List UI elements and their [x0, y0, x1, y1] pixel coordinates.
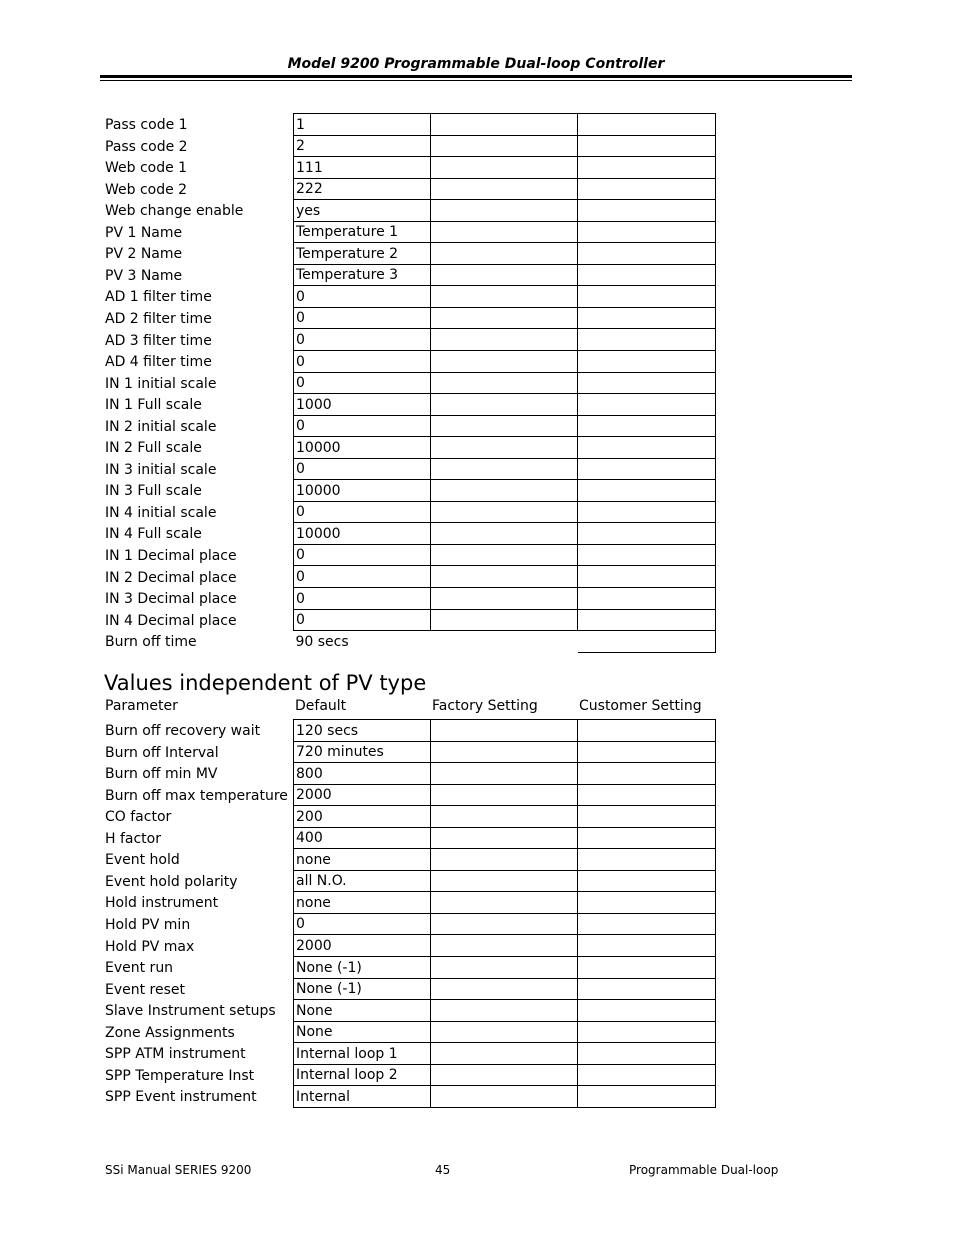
customer-setting-cell — [578, 913, 716, 935]
factory-setting-cell — [431, 200, 578, 222]
table-row — [102, 849, 716, 871]
column-header-default: Default — [295, 698, 347, 714]
default-value: 0 — [294, 307, 431, 329]
parameter-label: AD 4 filter time — [105, 354, 212, 371]
factory-setting-cell — [431, 609, 578, 631]
factory-setting-cell — [431, 1064, 578, 1086]
customer-setting-cell — [578, 1064, 716, 1086]
factory-setting-cell — [431, 114, 578, 136]
table-row — [102, 307, 716, 329]
factory-setting-cell — [431, 523, 578, 545]
table-row — [102, 178, 716, 200]
parameter-label: IN 2 Full scale — [105, 440, 202, 457]
parameter-label: Event reset — [105, 981, 186, 998]
parameter-label: IN 1 initial scale — [105, 375, 217, 392]
factory-setting-cell — [431, 243, 578, 265]
table-row — [102, 415, 716, 437]
parameter-label: Event run — [105, 960, 174, 977]
factory-setting-cell — [431, 1000, 578, 1022]
default-value: 2000 — [294, 784, 431, 806]
customer-setting-cell — [578, 329, 716, 351]
parameter-label: Web change enable — [105, 203, 244, 220]
footer-left: SSi Manual SERIES 9200 — [105, 1163, 252, 1177]
table-row — [102, 741, 716, 763]
default-value: None — [294, 1000, 431, 1022]
customer-setting-cell — [578, 544, 716, 566]
table-row — [102, 264, 716, 286]
factory-setting-cell — [431, 372, 578, 394]
customer-setting-cell — [578, 286, 716, 308]
parameter-label: Zone Assignments — [105, 1024, 235, 1041]
customer-setting-cell — [578, 892, 716, 914]
parameter-label: Burn off time — [105, 634, 197, 651]
factory-setting-cell — [431, 957, 578, 979]
parameter-label: H factor — [105, 830, 161, 847]
table-row — [102, 1064, 716, 1086]
default-value: None — [294, 1021, 431, 1043]
parameter-label: IN 4 Decimal place — [105, 612, 237, 629]
customer-setting-cell — [578, 415, 716, 437]
factory-setting-cell — [431, 1021, 578, 1043]
parameter-label: PV 2 Name — [105, 246, 183, 263]
default-value: 0 — [294, 609, 431, 631]
default-value: 2000 — [294, 935, 431, 957]
parameter-label: SPP ATM instrument — [105, 1046, 246, 1063]
default-value: 400 — [294, 827, 431, 849]
customer-setting-cell — [578, 849, 716, 871]
customer-setting-cell — [578, 394, 716, 416]
factory-setting-cell — [431, 784, 578, 806]
parameter-label: IN 1 Decimal place — [105, 547, 237, 564]
parameter-label: IN 1 Full scale — [105, 397, 202, 414]
table-row — [102, 827, 716, 849]
table-row — [102, 135, 716, 157]
table-row — [102, 372, 716, 394]
table-row — [102, 157, 716, 179]
customer-setting-cell — [578, 480, 716, 502]
customer-setting-cell — [578, 609, 716, 631]
default-value: 0 — [294, 588, 431, 610]
factory-setting-cell — [431, 157, 578, 179]
footer-right: Programmable Dual-loop — [629, 1163, 779, 1177]
customer-setting-cell — [578, 1086, 716, 1108]
default-value: 120 secs — [294, 720, 431, 742]
default-value: 0 — [294, 458, 431, 480]
default-value: 0 — [294, 913, 431, 935]
parameter-label: SPP Temperature Inst — [105, 1067, 255, 1084]
factory-setting-cell — [431, 741, 578, 763]
factory-setting-cell — [431, 221, 578, 243]
factory-setting-cell — [431, 849, 578, 871]
section-title: Values independent of PV type — [104, 671, 427, 695]
default-value: 0 — [294, 566, 431, 588]
parameter-label: Event hold polarity — [105, 873, 238, 890]
default-value: None (-1) — [294, 978, 431, 1000]
parameter-label: Event hold — [105, 852, 180, 869]
customer-setting-cell — [578, 114, 716, 136]
table-row — [102, 806, 716, 828]
factory-setting-cell — [431, 870, 578, 892]
parameter-label: PV 3 Name — [105, 267, 183, 284]
table-row — [102, 480, 716, 502]
customer-setting-cell — [578, 351, 716, 373]
parameter-label: Burn off min MV — [105, 766, 218, 783]
parameter-label: Slave Instrument setups — [105, 1003, 276, 1020]
table-row — [102, 1021, 716, 1043]
header-rule-thin — [100, 80, 852, 81]
parameter-label: Pass code 1 — [105, 117, 188, 134]
factory-setting-cell — [431, 437, 578, 459]
customer-setting-cell — [578, 264, 716, 286]
customer-setting-cell — [578, 243, 716, 265]
default-value: Internal loop 1 — [294, 1043, 431, 1065]
customer-setting-cell — [578, 157, 716, 179]
customer-setting-cell — [578, 221, 716, 243]
factory-setting-cell — [431, 501, 578, 523]
header-rule-thick — [100, 75, 852, 78]
parameter-label: CO factor — [105, 809, 172, 826]
table-row — [102, 935, 716, 957]
customer-setting-cell — [578, 827, 716, 849]
factory-setting-cell — [431, 892, 578, 914]
factory-setting-cell — [431, 1086, 578, 1108]
customer-setting-cell — [578, 935, 716, 957]
factory-setting-cell — [431, 458, 578, 480]
factory-setting-cell — [431, 720, 578, 742]
customer-setting-cell — [578, 372, 716, 394]
default-value: none — [294, 849, 431, 871]
factory-setting-cell — [431, 307, 578, 329]
parameter-label: IN 2 Decimal place — [105, 569, 237, 586]
default-value: Temperature 3 — [294, 264, 431, 286]
default-value: 10000 — [294, 480, 431, 502]
factory-setting-cell — [431, 264, 578, 286]
default-value: 0 — [294, 286, 431, 308]
settings-table-independent — [102, 719, 716, 1108]
parameter-label: IN 4 initial scale — [105, 504, 217, 521]
customer-setting-cell — [578, 631, 716, 653]
parameter-label: Burn off max temperature — [105, 787, 288, 804]
factory-setting-cell — [431, 286, 578, 308]
table-row — [102, 437, 716, 459]
table-row — [102, 351, 716, 373]
table-row — [102, 458, 716, 480]
parameter-label: PV 1 Name — [105, 224, 183, 241]
parameter-label: IN 4 Full scale — [105, 526, 202, 543]
customer-setting-cell — [578, 1043, 716, 1065]
factory-setting-cell — [431, 178, 578, 200]
default-value: yes — [294, 200, 431, 222]
customer-setting-cell — [578, 806, 716, 828]
table-row — [102, 501, 716, 523]
default-value: 1 — [294, 114, 431, 136]
column-header-customer-setting: Customer Setting — [579, 698, 702, 714]
table-row — [102, 957, 716, 979]
parameter-label: IN 3 Decimal place — [105, 591, 237, 608]
customer-setting-cell — [578, 523, 716, 545]
table-row — [102, 394, 716, 416]
default-value: 0 — [294, 501, 431, 523]
table-row — [102, 329, 716, 351]
factory-setting-cell — [431, 351, 578, 373]
parameter-label: Hold instrument — [105, 895, 219, 912]
parameter-label: Pass code 2 — [105, 138, 188, 155]
factory-setting-cell — [431, 394, 578, 416]
page-header-title: Model 9200 Programmable Dual-loop Controller — [287, 56, 665, 72]
customer-setting-cell — [578, 1000, 716, 1022]
parameter-label: Web code 2 — [105, 181, 188, 198]
table-row — [102, 870, 716, 892]
factory-setting-cell — [431, 827, 578, 849]
table-row — [102, 763, 716, 785]
customer-setting-cell — [578, 957, 716, 979]
table-row — [102, 566, 716, 588]
parameter-label: Burn off Interval — [105, 744, 219, 761]
default-value: all N.O. — [294, 870, 431, 892]
parameter-label: SPP Event instrument — [105, 1089, 257, 1106]
table-row — [102, 913, 716, 935]
table-row — [102, 1043, 716, 1065]
default-value: 0 — [294, 544, 431, 566]
factory-setting-cell — [431, 806, 578, 828]
customer-setting-cell — [578, 566, 716, 588]
factory-setting-cell — [431, 329, 578, 351]
customer-setting-cell — [578, 741, 716, 763]
factory-setting-cell — [431, 935, 578, 957]
default-value: 720 minutes — [294, 741, 431, 763]
parameter-label: IN 3 Full scale — [105, 483, 202, 500]
customer-setting-cell — [578, 720, 716, 742]
table-row — [102, 1086, 716, 1108]
factory-setting-cell — [431, 913, 578, 935]
factory-setting-cell — [431, 135, 578, 157]
factory-setting-cell — [431, 415, 578, 437]
customer-setting-cell — [578, 135, 716, 157]
customer-setting-cell — [578, 307, 716, 329]
default-value: 0 — [294, 351, 431, 373]
default-value: 111 — [294, 157, 431, 179]
parameter-label: IN 3 initial scale — [105, 461, 217, 478]
default-value: 2 — [294, 135, 431, 157]
table-row — [102, 720, 716, 742]
parameter-label: Burn off recovery wait — [105, 723, 261, 740]
customer-setting-cell — [578, 588, 716, 610]
default-value: Internal — [294, 1086, 431, 1108]
default-value: 0 — [294, 415, 431, 437]
default-value: 0 — [294, 329, 431, 351]
customer-setting-cell — [578, 978, 716, 1000]
factory-setting-cell — [431, 631, 578, 653]
default-value: 1000 — [294, 394, 431, 416]
table-row — [102, 221, 716, 243]
table-row — [102, 609, 716, 631]
default-value: 222 — [294, 178, 431, 200]
default-value: 90 secs — [295, 634, 349, 651]
table-row — [102, 114, 716, 136]
table-row — [102, 784, 716, 806]
customer-setting-cell — [578, 458, 716, 480]
parameter-label: Web code 1 — [105, 160, 188, 177]
parameter-label: AD 3 filter time — [105, 332, 212, 349]
factory-setting-cell — [431, 588, 578, 610]
default-value: 800 — [294, 763, 431, 785]
table-row — [102, 286, 716, 308]
table-row — [102, 1000, 716, 1022]
parameter-label: IN 2 initial scale — [105, 418, 217, 435]
default-value: Temperature 1 — [294, 221, 431, 243]
parameter-label: AD 2 filter time — [105, 310, 212, 327]
customer-setting-cell — [578, 870, 716, 892]
customer-setting-cell — [578, 763, 716, 785]
default-value: Internal loop 2 — [294, 1064, 431, 1086]
customer-setting-cell — [578, 501, 716, 523]
footer-page-number: 45 — [435, 1163, 451, 1177]
table-row — [102, 544, 716, 566]
default-value: 10000 — [294, 437, 431, 459]
default-value: none — [294, 892, 431, 914]
customer-setting-cell — [578, 200, 716, 222]
parameter-label: Hold PV max — [105, 938, 195, 955]
factory-setting-cell — [431, 763, 578, 785]
customer-setting-cell — [578, 1021, 716, 1043]
column-header-factory-setting: Factory Setting — [432, 698, 538, 714]
table-row — [102, 631, 716, 653]
factory-setting-cell — [431, 566, 578, 588]
default-value: 200 — [294, 806, 431, 828]
default-value: 0 — [294, 372, 431, 394]
parameter-label: Hold PV min — [105, 916, 191, 933]
factory-setting-cell — [431, 544, 578, 566]
table-row — [102, 523, 716, 545]
factory-setting-cell — [431, 480, 578, 502]
column-header-parameter: Parameter — [105, 698, 178, 714]
customer-setting-cell — [578, 784, 716, 806]
factory-setting-cell — [431, 1043, 578, 1065]
parameter-label: AD 1 filter time — [105, 289, 212, 306]
settings-table-pv — [102, 113, 716, 653]
customer-setting-cell — [578, 178, 716, 200]
default-value: 10000 — [294, 523, 431, 545]
table-row — [102, 200, 716, 222]
factory-setting-cell — [431, 978, 578, 1000]
default-value: None (-1) — [294, 957, 431, 979]
table-row — [102, 243, 716, 265]
table-row — [102, 588, 716, 610]
table-row — [102, 978, 716, 1000]
default-value: Temperature 2 — [294, 243, 431, 265]
table-row — [102, 892, 716, 914]
customer-setting-cell — [578, 437, 716, 459]
